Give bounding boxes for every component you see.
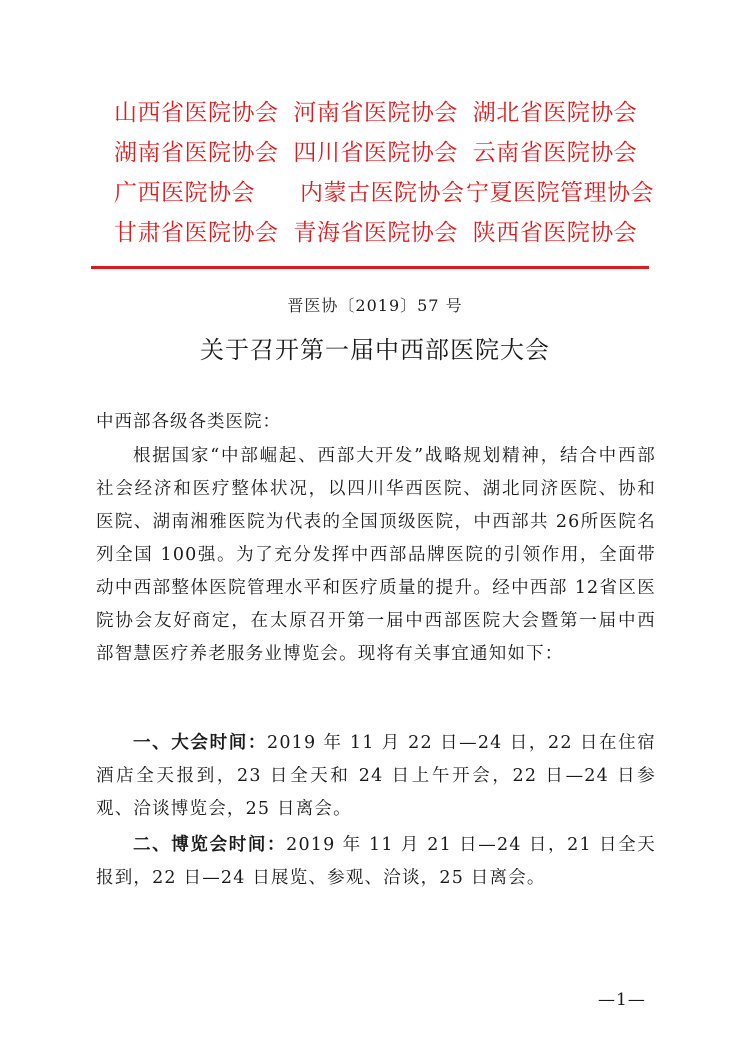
red-header-divider (91, 266, 649, 269)
issuer-name: 青海省医院协会 (293, 219, 458, 246)
meeting-time-text: 2019 年 11 月 22 日—24 日，22 日在住宿酒店全天报到，23 日全天和 24 日上午开会，22 日—24 日参观、洽谈博览会，25 日离会。 (96, 733, 656, 819)
page-number: —1— (598, 990, 646, 1010)
issuer-row (100, 90, 660, 130)
issuer-name: 广西医院协会 (114, 179, 255, 206)
meeting-time-label: 一、大会时间： (133, 733, 267, 753)
issuer-row (100, 130, 660, 170)
issuer-name: 山西省医院协会 (114, 99, 279, 126)
issuer-row (100, 170, 660, 210)
issuer-name: 云南省医院协会 (472, 139, 638, 166)
issuer-name: 湖南省医院协会 (114, 139, 279, 166)
issuer-row (100, 210, 660, 250)
issuer-name: 河南省医院协会 (293, 99, 458, 126)
intro-paragraph: 根据国家“中部崛起、西部大开发”战略规划精神，结合中西部社会经济和医疗整体状况，以四川华西医院、湖北同济医院、协和医院、湖南湘雅医院为代表的全国顶级医院，中西部共 26所医院名列全国 100强。为了充分发挥中西部品牌医院的引领作用，全面带动中西部整体医院管理水平和医疗质量的提升。经中西部 12省区医院协会友好商定，在太原召开第一届中西部医院大会暨第一届中西部智慧医疗养老服务业博览会。现将有关事宜通知如下： (96, 446, 656, 664)
issuer-name: 甘肃省医院协会 (114, 219, 279, 246)
expo-time-label: 二、博览会时间： (133, 835, 287, 855)
issuer-name: 湖北省医院协会 (472, 99, 638, 126)
document-title: 关于召开第一届中西部医院大会 (200, 336, 550, 364)
issuer-name: 内蒙古医院协会 (300, 179, 465, 206)
issuer-list (100, 90, 660, 250)
expo-time-text: 2019 年 11 月 21 日—24 日，21 日全天报到，22 日—24 日展览、参观、洽谈，25 日离会。 (96, 835, 656, 888)
expo-time-paragraph (96, 829, 656, 895)
issuer-name: 四川省医院协会 (293, 139, 458, 166)
document-number: 晋医协〔2019〕57 号 (287, 296, 463, 315)
salutation: 中西部各级各类医院： (96, 412, 281, 432)
issuer-name: 宁夏医院管理协会 (466, 179, 654, 206)
issuer-name: 陕西省医院协会 (472, 219, 638, 246)
meeting-time-paragraph (96, 727, 656, 826)
